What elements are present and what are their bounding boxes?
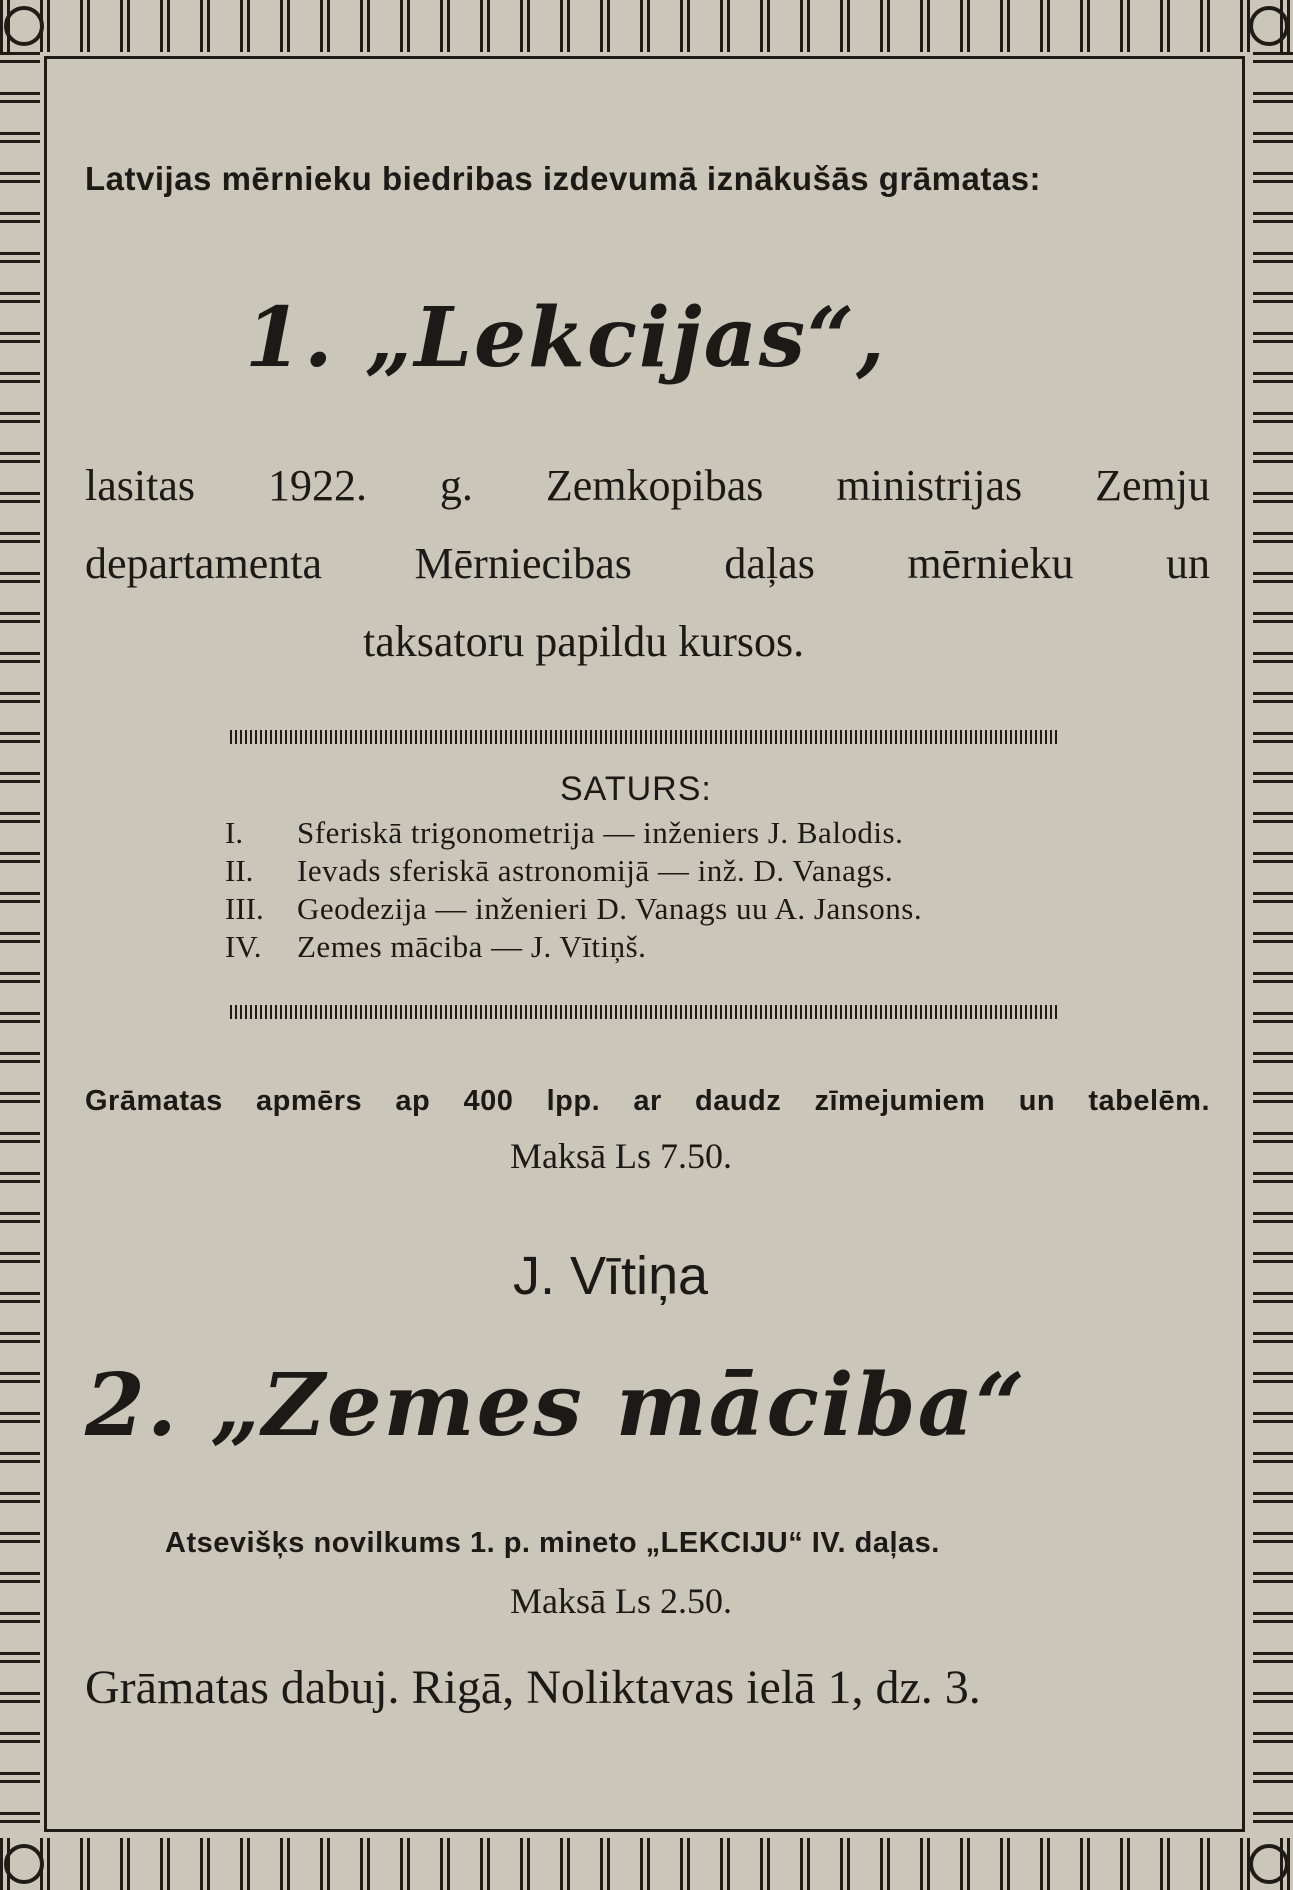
toc-item	[225, 929, 1065, 967]
ornamental-border-bottom	[0, 1838, 1293, 1890]
ornamental-border-left	[0, 52, 40, 1838]
corner-ornament-icon	[4, 6, 44, 46]
book1-title: 1. „Lekcijas“,	[245, 290, 887, 386]
book1-size: Grāmatas apmērs ap 400 lpp. ar daudz zīmejumiem un tabelēm.	[85, 1085, 1210, 1117]
heading: Latvijas mērnieku biedribas izdevumā iznākušās grāmatas:	[85, 160, 1042, 197]
toc-item	[225, 853, 1065, 891]
toc-text: Geodezija — inženieri D. Vanags uu A. Jansons.	[297, 891, 923, 926]
corner-ornament-icon	[1249, 1844, 1289, 1884]
ornamental-border-top	[0, 0, 1293, 52]
corner-ornament-icon	[4, 1844, 44, 1884]
toc-number: II.	[225, 853, 254, 888]
address: Grāmatas dabuj. Rigā, Noliktavas ielā 1, dz. 3.	[85, 1661, 981, 1714]
book1-intro-line: departamenta Mērniecibas daļas mērnieku un	[85, 539, 1210, 588]
book1-price: Maksā Ls 7.50.	[510, 1136, 732, 1176]
ornamental-border-right	[1253, 52, 1293, 1838]
corner-ornament-icon	[1249, 6, 1289, 46]
divider-rule	[230, 1005, 1060, 1019]
book2-offprint: Atsevišķs novilkums 1. p. mineto „LEKCIJU“ IV. daļas.	[165, 1527, 940, 1559]
toc-text: Ievads sferiskā astronomijā — inž. D. Vanags.	[297, 853, 894, 888]
toc-title: SATURS:	[560, 770, 712, 808]
toc-number: IV.	[225, 929, 262, 964]
book1-intro-line: lasitas 1922. g. Zemkopibas ministrijas Zemju	[85, 461, 1210, 510]
toc-text: Zemes māciba — J. Vītiņš.	[297, 929, 647, 964]
toc-item	[225, 891, 1065, 929]
book2-price: Maksā Ls 2.50.	[510, 1581, 732, 1621]
table-of-contents	[225, 815, 1065, 967]
book1-intro-line: taksatoru papildu kursos.	[363, 617, 805, 666]
toc-number: I.	[225, 815, 244, 850]
book2-author: J. Vītiņa	[513, 1246, 709, 1306]
toc-number: III.	[225, 891, 264, 926]
divider-rule	[230, 730, 1060, 744]
toc-item	[225, 815, 1065, 853]
toc-text: Sferiskā trigonometrija — inženiers J. Balodis.	[297, 815, 904, 850]
book2-title: 2. „Zemes māciba“	[85, 1355, 1027, 1456]
